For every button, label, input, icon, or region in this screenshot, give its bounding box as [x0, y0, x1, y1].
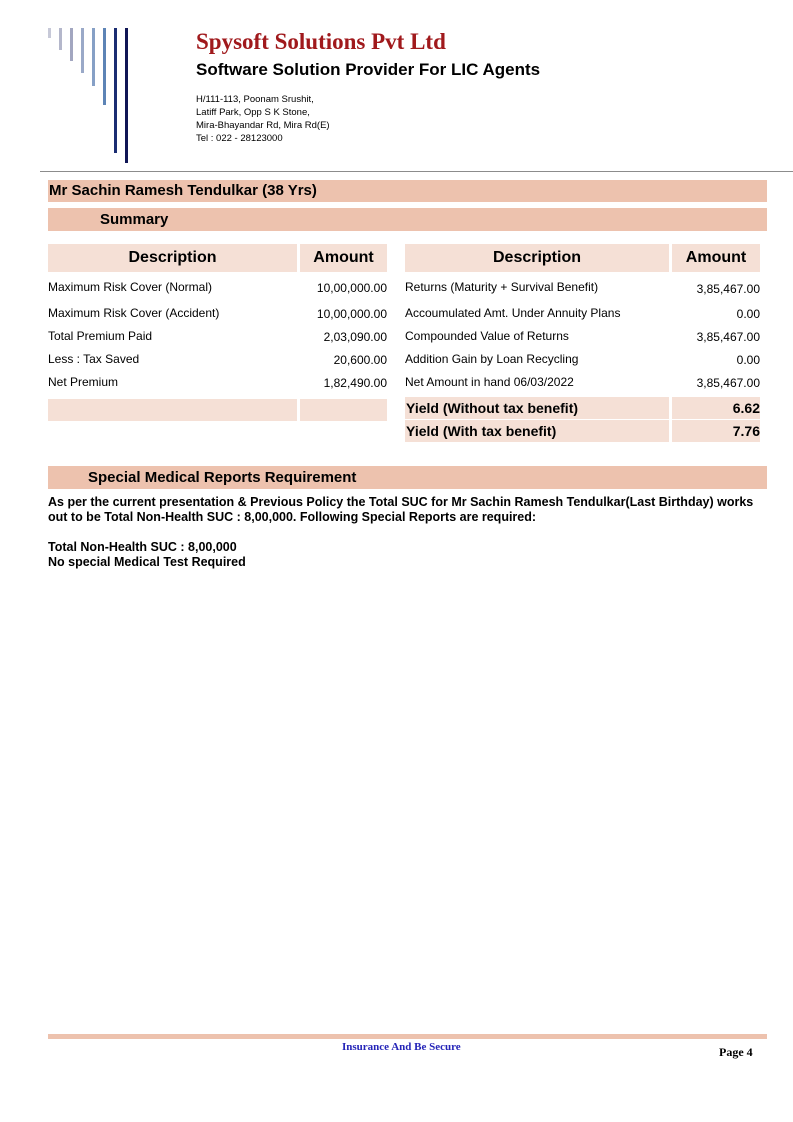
summary-heading: Summary — [48, 208, 767, 231]
medical-requirements-heading: Special Medical Reports Requirement — [48, 466, 767, 489]
left-empty-cell — [48, 399, 297, 421]
header-divider — [40, 171, 793, 172]
company-logo — [48, 28, 188, 168]
logo-bar — [92, 28, 95, 86]
footer-slogan: Insurance And Be Secure — [342, 1041, 461, 1053]
address-line: Latiff Park, Opp S K Stone, — [196, 107, 310, 118]
address-line: Mira-Bhayandar Rd, Mira Rd(E) — [196, 120, 330, 131]
right-row-amount: 0.00 — [736, 353, 760, 367]
left-row-amount: 20,600.00 — [333, 353, 387, 367]
logo-bar — [59, 28, 62, 50]
company-name: Spysoft Solutions Pvt Ltd — [196, 29, 446, 54]
logo-bar — [48, 28, 51, 38]
logo-bar — [114, 28, 117, 153]
right-description-header: Description — [405, 244, 669, 272]
yield-value: 7.76 — [672, 420, 760, 442]
right-row-amount: 3,85,467.00 — [696, 330, 760, 344]
left-row-label: Total Premium Paid — [48, 329, 153, 343]
total-suc-line: Total Non-Health SUC : 8,00,000 — [48, 540, 237, 554]
left-row-amount: 10,00,000.00 — [316, 281, 387, 295]
left-row-amount: 1,82,490.00 — [323, 376, 387, 390]
left-empty-cell — [300, 399, 387, 421]
right-row-label: Accoumulated Amt. Under Annuity Plans — [405, 306, 621, 320]
address-phone: Tel : 022 - 28123000 — [196, 133, 283, 144]
left-amount-header: Amount — [300, 244, 387, 272]
logo-bar — [125, 28, 128, 163]
left-row-label: Less : Tax Saved — [48, 352, 140, 366]
right-row-amount: 0.00 — [736, 307, 760, 321]
left-row-amount: 2,03,090.00 — [323, 330, 387, 344]
logo-bar — [103, 28, 106, 105]
medical-test-line: No special Medical Test Required — [48, 555, 246, 569]
left-row-label: Maximum Risk Cover (Normal) — [48, 280, 213, 294]
left-row-amount: 10,00,000.00 — [316, 307, 387, 321]
right-row-label: Returns (Maturity + Survival Benefit) — [405, 280, 599, 294]
left-row-label: Net Premium — [48, 375, 119, 389]
page-number: Page 4 — [719, 1045, 753, 1059]
footer-divider — [48, 1034, 767, 1039]
client-name-banner: Mr Sachin Ramesh Tendulkar (38 Yrs) — [48, 180, 767, 202]
right-amount-header: Amount — [672, 244, 760, 272]
right-row-label: Compounded Value of Returns — [405, 329, 569, 343]
left-description-header: Description — [48, 244, 297, 272]
right-row-label: Addition Gain by Loan Recycling — [405, 352, 579, 366]
company-address — [196, 93, 330, 145]
address-line: H/111-113, Poonam Srushit, — [196, 94, 314, 105]
yield-label: Yield (Without tax benefit) — [405, 397, 669, 419]
logo-bar — [70, 28, 73, 61]
right-row-amount: 3,85,467.00 — [696, 376, 760, 390]
logo-bar — [81, 28, 84, 73]
yield-label: Yield (With tax benefit) — [405, 420, 669, 442]
right-row-amount: 3,85,467.00 — [696, 282, 760, 296]
left-row-label: Maximum Risk Cover (Accident) — [48, 306, 220, 320]
yield-value: 6.62 — [672, 397, 760, 419]
company-tagline: Software Solution Provider For LIC Agents — [196, 60, 541, 79]
right-row-label: Net Amount in hand 06/03/2022 — [405, 375, 574, 389]
medical-paragraph: As per the current presentation & Previous Policy the Total SUC for Mr Sachin Ramesh Tendulkar(Last Birthday) works out to be Total Non-Health SUC : 8,00,000. Following Special Reports are required: — [48, 495, 754, 524]
